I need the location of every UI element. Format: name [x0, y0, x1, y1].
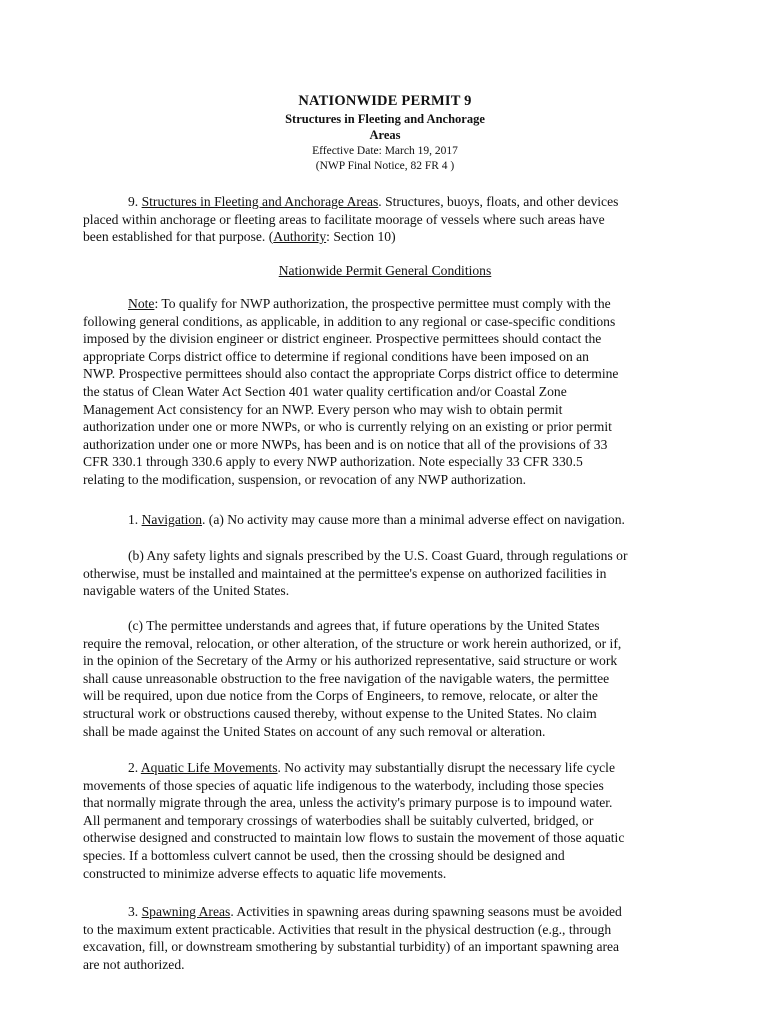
note-line: authorization under one or more NWPs, has been and is on notice that all of the provisions of 33	[83, 436, 608, 452]
note-line: imposed by the division engineer or district engineer. Prospective permittees should contact the	[83, 331, 602, 347]
aquatic-line: otherwise designed and constructed to maintain low flows to sustain the movement of those aquatic	[83, 830, 625, 846]
permit-description	[83, 193, 695, 246]
spawning-line: are not authorized.	[83, 956, 185, 972]
note-label: Note	[128, 296, 155, 311]
note-line: the status of Clean Water Act Section 401 water quality certification and/or Coastal Zone	[83, 383, 567, 399]
note-line: following general conditions, as applicable, in addition to any regional or case-specific conditions	[83, 313, 616, 329]
permit-text: : Section 10)	[326, 229, 396, 245]
aquatic-line	[83, 759, 695, 777]
spawning-line	[83, 903, 695, 921]
note-line: relating to the modification, suspension, or revocation of any NWP authorization.	[83, 471, 527, 487]
condition-number: 3.	[128, 904, 142, 919]
navigation-line: shall be made against the United States on account of any such removal or alteration.	[83, 723, 546, 739]
note-text: : To qualify for NWP authorization, the prospective permittee must comply with the	[154, 296, 611, 311]
note-line: CFR 330.1 through 330.6 apply to every NWP authorization. Note especially 33 CFR 330.5	[83, 454, 583, 470]
condition-number: 1.	[128, 512, 142, 527]
document-subtitle-line2: Areas	[369, 128, 401, 142]
aquatic-life-condition	[83, 759, 695, 882]
document-subtitle-line1: Structures in Fleeting and Anchorage	[285, 112, 485, 126]
navigation-line: structural work or obstructions caused thereby, without expense to the United States. No claim	[83, 705, 597, 721]
permit-description-line	[83, 228, 695, 246]
spawning-line: excavation, fill, or downstream smothering by substantial turbidity) of an important spawning area	[83, 939, 620, 955]
navigation-condition-c	[83, 617, 695, 740]
authority-label: Authority	[273, 229, 327, 245]
navigation-label: Navigation	[141, 512, 202, 527]
effective-date: Effective Date: March 19, 2017	[312, 145, 458, 157]
navigation-line	[83, 511, 695, 529]
note-line: authorization under one or more NWPs, or who is currently relying on an existing or prior permit	[83, 419, 612, 435]
navigation-condition-b	[83, 547, 695, 600]
navigation-condition-a	[83, 511, 695, 529]
navigation-text: . (a) No activity may cause more than a minimal adverse effect on navigation.	[202, 512, 625, 527]
note-line: appropriate Corps district office to determine if regional conditions have been imposed on an	[83, 348, 589, 364]
aquatic-line: All permanent and temporary crossings of waterbodies shall be suitably culverted, bridged, or	[83, 812, 594, 828]
aquatic-text: . No activity may substantially disrupt the necessary life cycle	[277, 760, 615, 775]
note-line	[83, 295, 695, 313]
condition-number: 2.	[128, 760, 141, 775]
spawning-line: to the maximum extent practicable. Activities that result in the physical destruction (e.g., through	[83, 921, 612, 937]
navigation-line: in the opinion of the Secretary of the Army or his authorized representative, said structure or work	[83, 653, 618, 669]
permit-number: 9.	[128, 194, 142, 209]
navigation-line: shall cause unreasonable obstruction to the free navigation of the navigable waters, the permittee	[83, 670, 610, 686]
aquatic-line: that normally migrate through the area, unless the activity's primary purpose is to impound water.	[83, 795, 613, 811]
permit-text: . Structures, buoys, floats, and other devices	[378, 194, 619, 209]
note-line: Management Act consistency for an NWP. Every person who may wish to obtain permit	[83, 401, 563, 417]
permit-name: Structures in Fleeting and Anchorage Areas	[141, 194, 379, 209]
final-notice-reference: (NWP Final Notice, 82 FR 4 )	[315, 160, 455, 172]
navigation-line: (b) Any safety lights and signals prescribed by the U.S. Coast Guard, through regulations or	[128, 548, 628, 563]
navigation-line: otherwise, must be installed and maintained at the permittee's expense on authorized facilities in	[83, 565, 607, 581]
permit-text: been established for that purpose. (	[83, 229, 274, 245]
navigation-line: (c) The permittee understands and agrees that, if future operations by the United States	[128, 618, 600, 633]
spawning-text: . Activities in spawning areas during spawning seasons must be avoided	[230, 904, 622, 919]
spawning-label: Spawning Areas	[141, 904, 231, 919]
document-title: NATIONWIDE PERMIT 9	[298, 93, 472, 109]
permit-description-line	[83, 193, 695, 211]
note-paragraph	[83, 295, 695, 489]
permit-description-line: placed within anchorage or fleeting areas to facilitate moorage of vessels where such areas have	[83, 211, 605, 227]
aquatic-line: movements of those species of aquatic life indigenous to the waterbody, including those species	[83, 777, 604, 793]
navigation-line: navigable waters of the United States.	[83, 583, 290, 599]
general-conditions-heading: Nationwide Permit General Conditions	[278, 263, 492, 278]
aquatic-line: species. If a bottomless culvert cannot be used, then the crossing should be designed and	[83, 847, 565, 863]
spawning-areas-condition	[83, 903, 695, 973]
note-line: NWP. Prospective permittees should also contact the appropriate Corps district office to determine	[83, 366, 619, 382]
navigation-line: will be required, upon due notice from the Corps of Engineers, to remove, relocate, or alter the	[83, 688, 598, 704]
navigation-line: require the removal, relocation, or other alteration, of the structure or work herein authorized, or if,	[83, 635, 622, 651]
aquatic-label: Aquatic Life Movements	[140, 760, 278, 775]
aquatic-line: constructed to minimize adverse effects to aquatic life movements.	[83, 865, 447, 881]
